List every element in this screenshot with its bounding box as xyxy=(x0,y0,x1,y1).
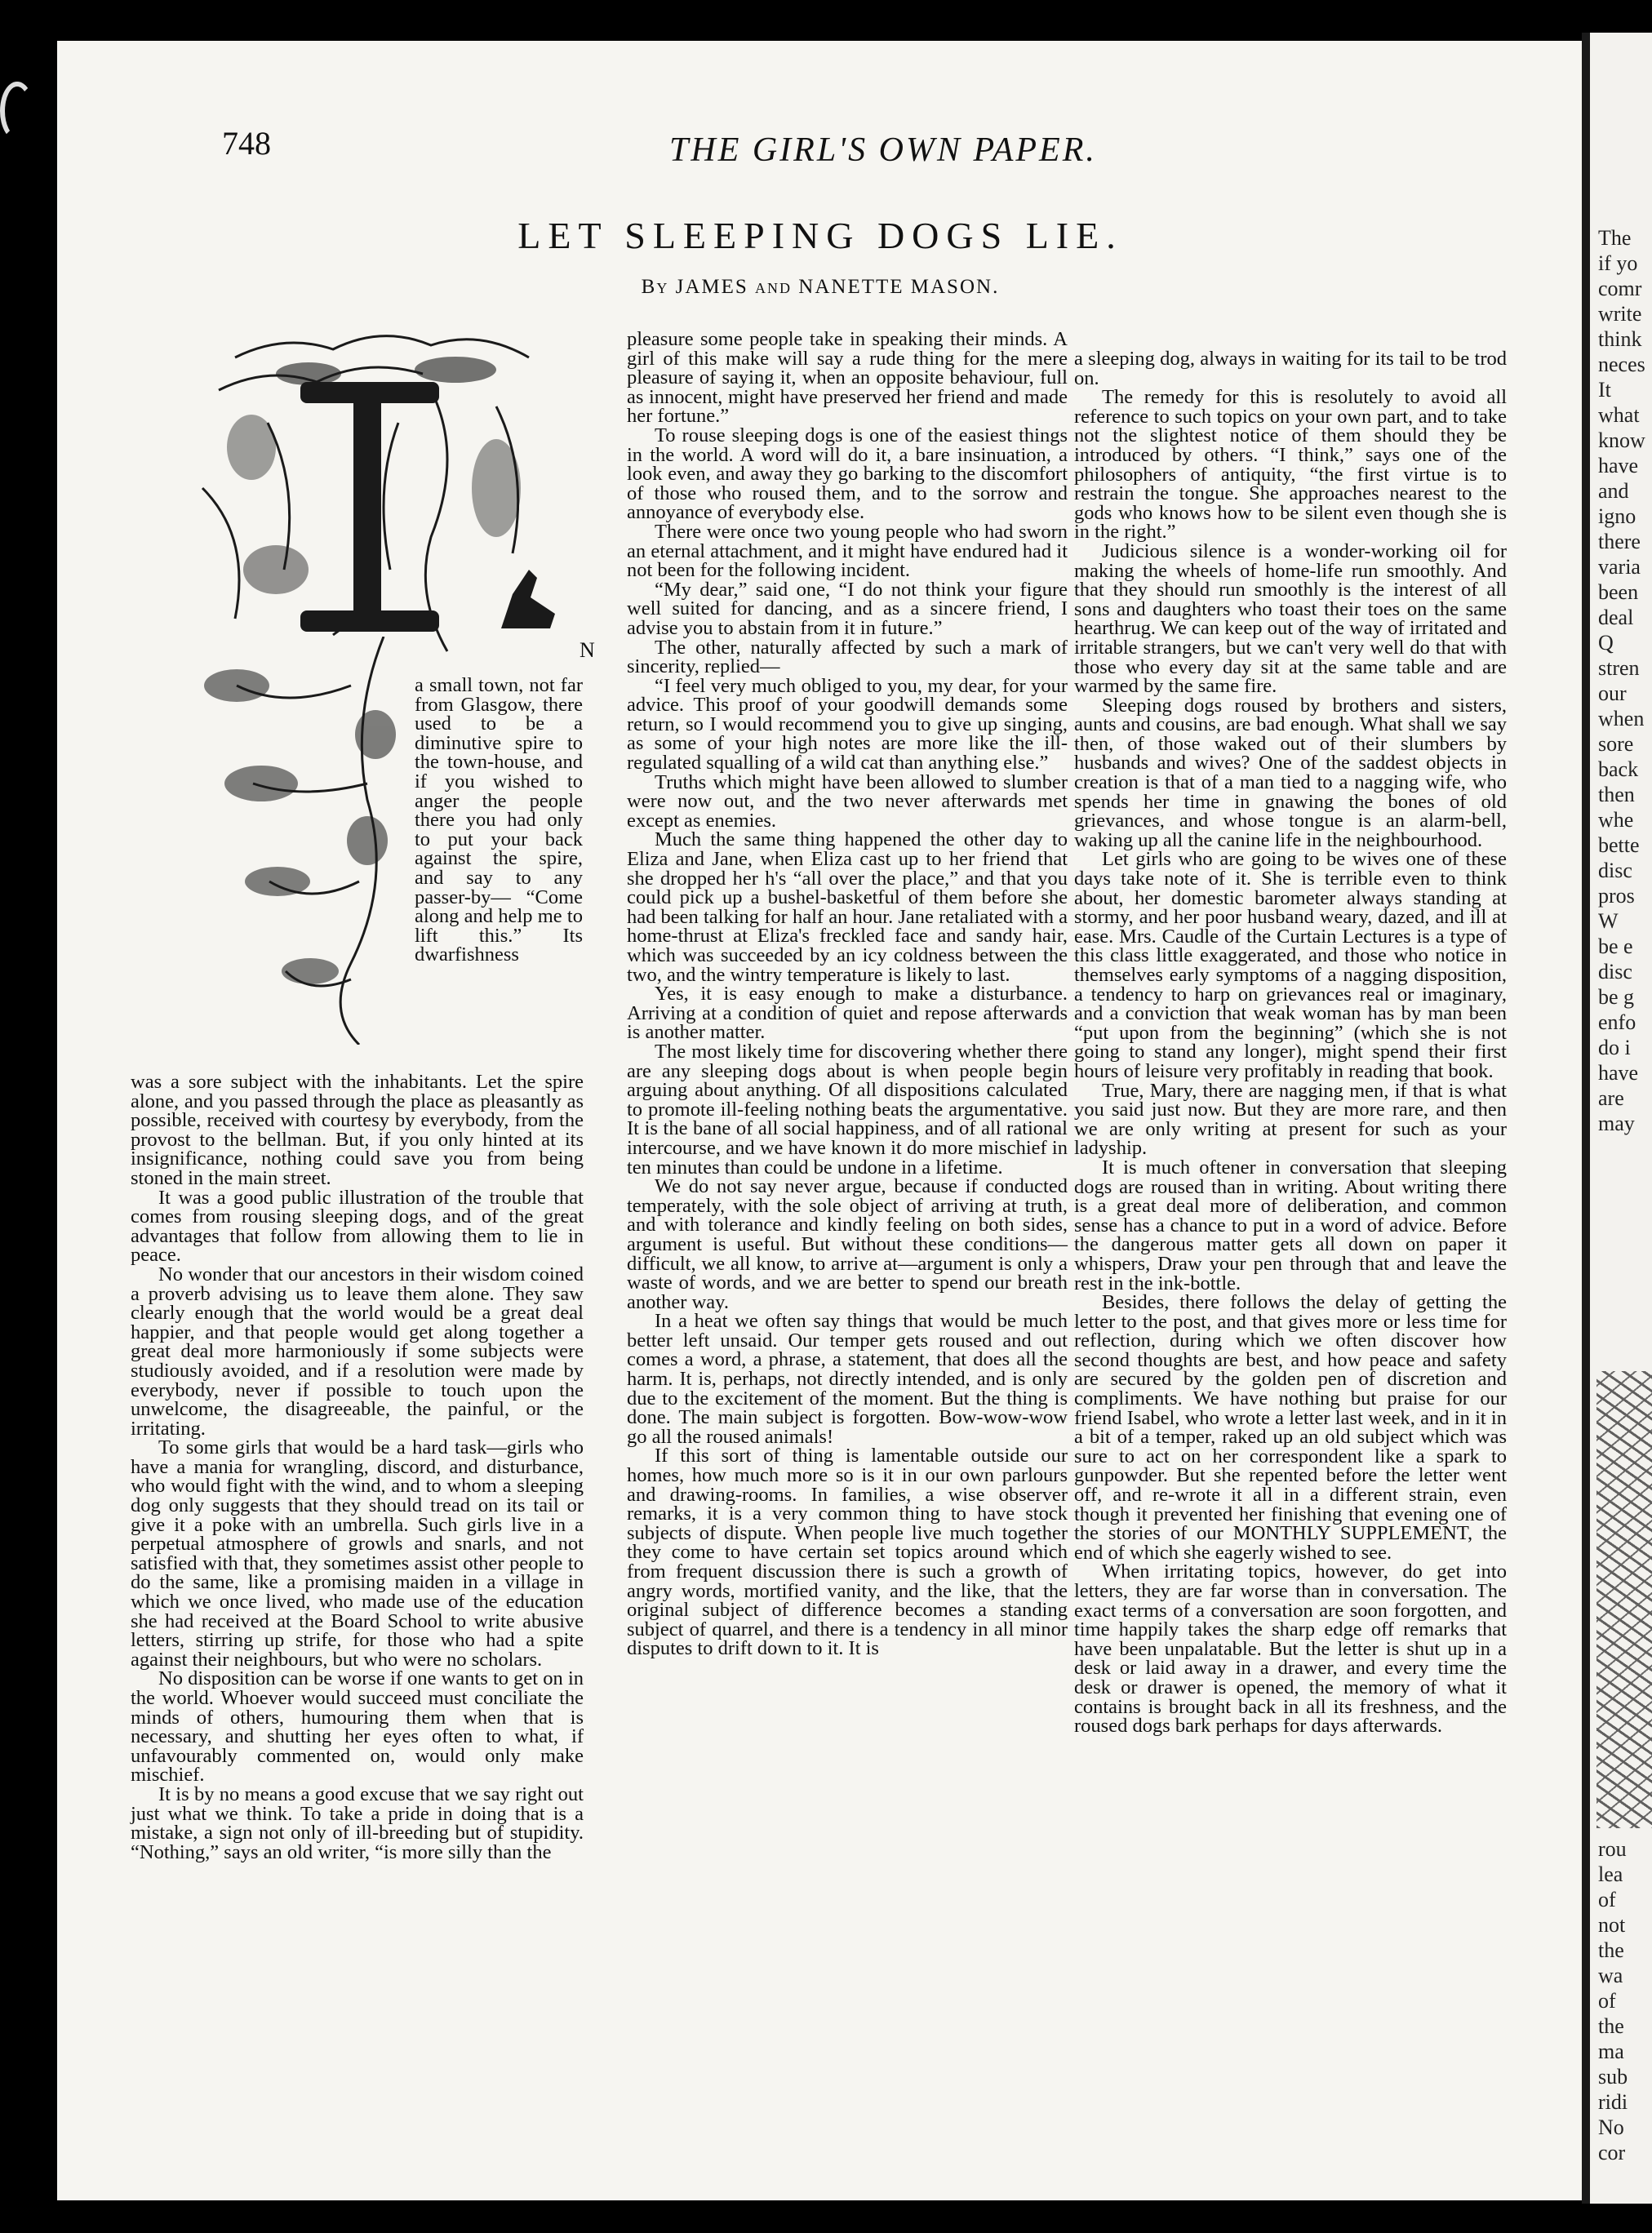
paragraph: Yes, it is easy enough to make a disturbance. Arriving at a condition of quiet and repose afterwards is another matter. xyxy=(627,983,1068,1044)
paragraph: To some girls that would be a hard task—girls who have a mania for wrangling, discord, and disturbance, who would fight with the wind, and to whom a sleeping dog only suggests that they should tread on its tail or give it a poke with an umbrella. Such girls live in a perpetual atmosphere of growls and snarls, and not satisfied with that, they sometimes assist other people to do the same, like a promising maiden in a village in which we once lived, who made use of the education she had received at the Board School to write abusive letters, stirring up strife, for those who had a spite against their neighbours, but who were no scholars. xyxy=(131,1436,584,1671)
adjacent-page-line: the xyxy=(1598,1938,1624,1962)
adjacent-page-fragment xyxy=(1582,33,1652,2204)
adjacent-page-line: our xyxy=(1598,681,1627,705)
scan-edge-mark xyxy=(0,82,34,140)
paragraph: If this sort of thing is lamentable outside our homes, how much more so is it in our own parlours and drawing-rooms. In families, a wise observer remarks, it is a very common thing to have stock subjects of dispute. When people live much together they come to have certain set topics around which from frequent discussion there is such a growth of angry words, mortified vanity, and the like, that the original subject of difference becomes a standing subject of quarrel, and there is a tendency in all minor disputes to drift down to it. It is xyxy=(627,1445,1068,1660)
paragraph: It is by no means a good excuse that we say right out just what we think. To take a pride in doing that is a mistake, a sign not only of ill-breeding but of stupidity. “Nothing,” says an old writer, “is more silly than the xyxy=(131,1782,584,1863)
paragraph: was a sore subject with the inhabitants. Let the spire alone, and you passed through the place as pleasantly as possible, received with courtesy by everybody, from the provost to the bellman. But, if you only hinted at its insignificance, nothing could save you from being stoned in the main street. xyxy=(131,1071,584,1189)
adjacent-page-line: when xyxy=(1598,707,1645,730)
paragraph: It is much oftener in conversation that sleeping dogs are roused than in writing. About writing there is a great deal more of deliberation, and common sense has a chance to put in a word of advice. Before the dangerous matter gets all down on paper it whispers, Draw your pen through that and leave the rest in the ink-bottle. xyxy=(1074,1156,1507,1294)
paragraph: No wonder that our ancestors in their wisdom coined a proverb advising us to leave them alone. They saw clearly enough that the world would be a great deal happier, and that people would get along together a great deal more harmoniously if some subjects were studiously avoided, and if a resolution were made by everybody, never if possible to touch upon the unwelcome, the disagreeable, the painful, or the irritating. xyxy=(131,1263,584,1440)
adjacent-page-line: be e xyxy=(1598,934,1633,958)
paragraph: True, Mary, there are nagging men, if that is what you said just now. But they are more rare, and then we are only writing at present for such as your ladyship. xyxy=(1074,1079,1507,1160)
dropcap-suffix: N xyxy=(580,638,595,662)
paragraph: It was a good public illustration of the trouble that comes from rousing sleeping dogs, and of the great advantages that follow from allowing them to lie in peace. xyxy=(131,1186,584,1267)
adjacent-page-line: comr xyxy=(1598,277,1642,300)
column-1 xyxy=(131,1072,584,1862)
paragraph: “I feel very much obliged to you, my dear, for your advice. This proof of your goodwill demands some return, so I would recommend you to give up singing, as some of your high notes are more like the ill-regulated squalling of a wild cat than anything else.” xyxy=(627,674,1068,775)
adjacent-page-line: do i xyxy=(1598,1036,1631,1059)
adjacent-page-line: been xyxy=(1598,580,1639,604)
adjacent-page-line: enfo xyxy=(1598,1010,1636,1034)
paragraph: a small town, not far from Glasgow, there used to be a diminutive spire to the town-house, and if you wished to anger the people there you had only to put your back against the spire, and say to any passer-by— “Come along and help me to lift this.” Its dwarfishness xyxy=(415,674,583,966)
adjacent-page-line: stren xyxy=(1598,656,1640,680)
vine-ornament xyxy=(188,637,408,1045)
paragraph: Much the same thing happened the other day to Eliza and Jane, when Eliza cast up to her friend that she dropped her h's “all over the place,” and that you could pick up a bushel-basketful of them before she had been talking for half an hour. Jane retaliated with a home-thrust at Eliza's freckled face and sandy hair, which was succeeded by an icy coldness between the two, and the wintry temperature is likely to last. xyxy=(627,828,1068,986)
page-number: 748 xyxy=(222,125,271,162)
adjacent-page-line: No xyxy=(1598,2115,1624,2139)
adjacent-page-line: know xyxy=(1598,428,1645,452)
adjacent-page-line: write xyxy=(1598,302,1642,326)
adjacent-page-line: have xyxy=(1598,454,1639,477)
paragraph: a sleeping dog, always in waiting for its tail to be trod on. xyxy=(1074,348,1507,389)
adjacent-page-line: ma xyxy=(1598,2040,1624,2063)
adjacent-page-line: may xyxy=(1598,1112,1635,1135)
paragraph: Let girls who are going to be wives one of these days take note of it. She is terrible even to think about, her domestic barometer always standing at stormy, and her poor husband weary, dazed, and ill at ease. Mrs. Caudle of the Curtain Lectures is a type of this class little exaggerated, and those who notice in themselves early symptoms of a nagging disposition, a tendency to harp on grievances real or imaginary, and a conviction that weak woman has by man been “put upon from the beginning” (which she is not going to stand any longer), might spend their first hours of leisure very profitably in reading that book. xyxy=(1074,848,1507,1082)
adjacent-page-line: disc xyxy=(1598,859,1632,882)
adjacent-page-ornament xyxy=(1596,1371,1652,1828)
paragraph: The most likely time for discovering whether there are any sleeping dogs about is when people begin arguing about anything. Of all dispositions calculated to promote ill-feeling nothing beats the argumentative. It is the bane of all social happiness, and of all rational intercourse, and we have known it do more mischief in ten minutes than could be undone in a lifetime. xyxy=(627,1040,1068,1179)
adjacent-page-line: of xyxy=(1598,1888,1616,1911)
paragraph: The remedy for this is resolutely to avoid all reference to such topics on your own part, and to take not the slightest notice of them should they be introduced by others. “I think,” says one of the philosophers of antiquity, “the first virtue is to restrain the tongue. She approaches nearest to the gods who knows how to be silent even though she is in the right.” xyxy=(1074,386,1507,544)
adjacent-page-line: not xyxy=(1598,1913,1626,1937)
paragraph: “My dear,” said one, “I do not think your figure well suited for dancing, and as a sincere friend, I advise you to abstain from it in future.” xyxy=(627,578,1068,639)
paragraph: Truths which might have been allowed to slumber were now out, and the two never afterwards met except as enemies. xyxy=(627,770,1068,832)
column-3 xyxy=(1074,349,1507,1736)
paragraph: The other, naturally affected by such a mark of sincerity, replied— xyxy=(627,636,1068,678)
paragraph: In a heat we often say things that would be much better left unsaid. Our temper gets roused and out comes a word, a phrase, a statement, that does all the harm. It is, perhaps, not directly intended, and is only due to the excitement of the moment. But the thing is done. The main subject is forgotten. Bow-wow-wow go all the roused animals! xyxy=(627,1310,1068,1448)
paragraph: There were once two young people who had sworn an eternal attachment, and it might have endured had it not been for the following incident. xyxy=(627,520,1068,582)
adjacent-page-line: neces xyxy=(1598,353,1645,376)
paragraph: We do not say never argue, because if conducted temperately, with the sole object of arriving at truth, and with tolerance and kindly feeling on both sides, argument is useful. But without these conditions—difficult, we all know, to arrive at—argument is only a waste of words, and we are better to spend our breath another way. xyxy=(627,1175,1068,1313)
paragraph: No disposition can be worse if one wants to get on in the world. Whoever would succeed must conciliate the minds of others, humouring them when that is necessary, and shutting her eyes often to what, if unfavourably commented on, would only make mischief. xyxy=(131,1667,584,1787)
paragraph: pleasure some people take in speaking their minds. A girl of this make will say a rude thing for the mere pleasure of saying it, when an opposite behaviour, full as innocent, might have preserved her friend and made her fortune.” xyxy=(627,328,1068,428)
adjacent-page-bottom-text xyxy=(1598,1836,1652,2165)
adjacent-page-line: deal xyxy=(1598,606,1634,629)
column-2 xyxy=(627,330,1068,1658)
adjacent-page-line: are xyxy=(1598,1086,1624,1110)
adjacent-page-line: disc xyxy=(1598,960,1632,983)
adjacent-page-line: rou xyxy=(1598,1837,1627,1861)
adjacent-page-line: have xyxy=(1598,1061,1639,1085)
adjacent-page-line: whe xyxy=(1598,808,1634,832)
paragraph: Besides, there follows the delay of getting the letter to the post, and that gives more or less time for reflection, during which we often discover how second thoughts are best, and how peace and safety are secured by the golden pen of discretion and compliments. We have nothing but praise for our friend Isabel, who wrote a letter last week, and in it in a bit of a temper, raked up an old subject which was sure to act on her correspondent like a spark to gunpowder. But she repented before the letter went off, and re-wrote it all in a different strain, even though it prevented her finishing that evening one of the stories of our MONTHLY SUPPLEMENT, the end of which she eagerly wished to see. xyxy=(1074,1291,1507,1564)
adjacent-page-line: cor xyxy=(1598,2141,1626,2164)
paragraph: To rouse sleeping dogs is one of the easiest things in the world. A word will do it, a bare insinuation, a look even, and away they go barking to the discomfort of those who roused them, and to the sorrow and annoyance of everybody else. xyxy=(627,424,1068,524)
adjacent-page-line: wa xyxy=(1598,1964,1623,1987)
adjacent-page-line: be g xyxy=(1598,985,1635,1009)
adjacent-page-line: lea xyxy=(1598,1862,1623,1886)
adjacent-page-line: Q xyxy=(1598,631,1614,655)
adjacent-page-line: the xyxy=(1598,2014,1624,2038)
adjacent-page-line: there xyxy=(1598,530,1641,553)
adjacent-page-line: if yo xyxy=(1598,251,1638,275)
adjacent-page-top-text xyxy=(1598,225,1652,1136)
column-1-narrow xyxy=(415,676,583,965)
journal-title: THE GIRL'S OWN PAPER. xyxy=(669,131,1097,169)
article-title: LET SLEEPING DOGS LIE. xyxy=(517,215,1123,256)
adjacent-page-line: bette xyxy=(1598,833,1640,857)
byline: By JAMES and NANETTE MASON. xyxy=(641,276,1000,298)
adjacent-page-line: of xyxy=(1598,1989,1616,2013)
dropcap-illustration xyxy=(186,325,594,668)
paragraph: When irritating topics, however, do get into letters, they are far worse than in conversation. The exact terms of a conversation are soon forgotten, and time happily takes the sharp edge off remarks that have been unpalatable. But the letter is shut up in a desk or laid away in a drawer, and every time the desk or drawer is opened, the memory of what it contains is brought back in all its freshness, and the roused dogs bark perhaps for days afterwards. xyxy=(1074,1560,1507,1738)
adjacent-page-line: sub xyxy=(1598,2065,1628,2089)
adjacent-page-line: ridi xyxy=(1598,2090,1628,2114)
adjacent-page-line: what xyxy=(1598,403,1640,427)
adjacent-page-line: pros xyxy=(1598,884,1635,908)
adjacent-page-line: sore xyxy=(1598,732,1634,756)
adjacent-page-line: igno xyxy=(1598,504,1636,528)
adjacent-page-line: then xyxy=(1598,783,1635,806)
adjacent-page-line: and xyxy=(1598,479,1629,503)
adjacent-page-line: varia xyxy=(1598,555,1641,579)
adjacent-page-line: back xyxy=(1598,757,1639,781)
adjacent-page-line: think xyxy=(1598,327,1642,351)
adjacent-page-line: W xyxy=(1598,909,1619,933)
adjacent-page-line: It xyxy=(1598,378,1611,402)
paragraph: Judicious silence is a wonder-working oil for making the wheels of home-life run smoothly. And that they should run smoothly is the interest of all sons and daughters who toast their toes on the same hearthrug. We can keep out of the way of irritated and irritable strangers, but we can't very well do that with those who every day sit at the same table and are warmed by the same fire. xyxy=(1074,539,1507,698)
running-head xyxy=(163,124,1600,181)
adjacent-page-line: The xyxy=(1598,226,1632,250)
paragraph: Sleeping dogs roused by brothers and sisters, aunts and cousins, are bad enough. What shall we say then, of those waked out of their slumbers by husbands and wives? One of the saddest objects in creation is that of a man tied to a nagging wife, who spends her time in gnawing the bones of old grievances, and whose tongue is an alarm-bell, waking up all the canine life in the neighbourhood. xyxy=(1074,694,1507,851)
